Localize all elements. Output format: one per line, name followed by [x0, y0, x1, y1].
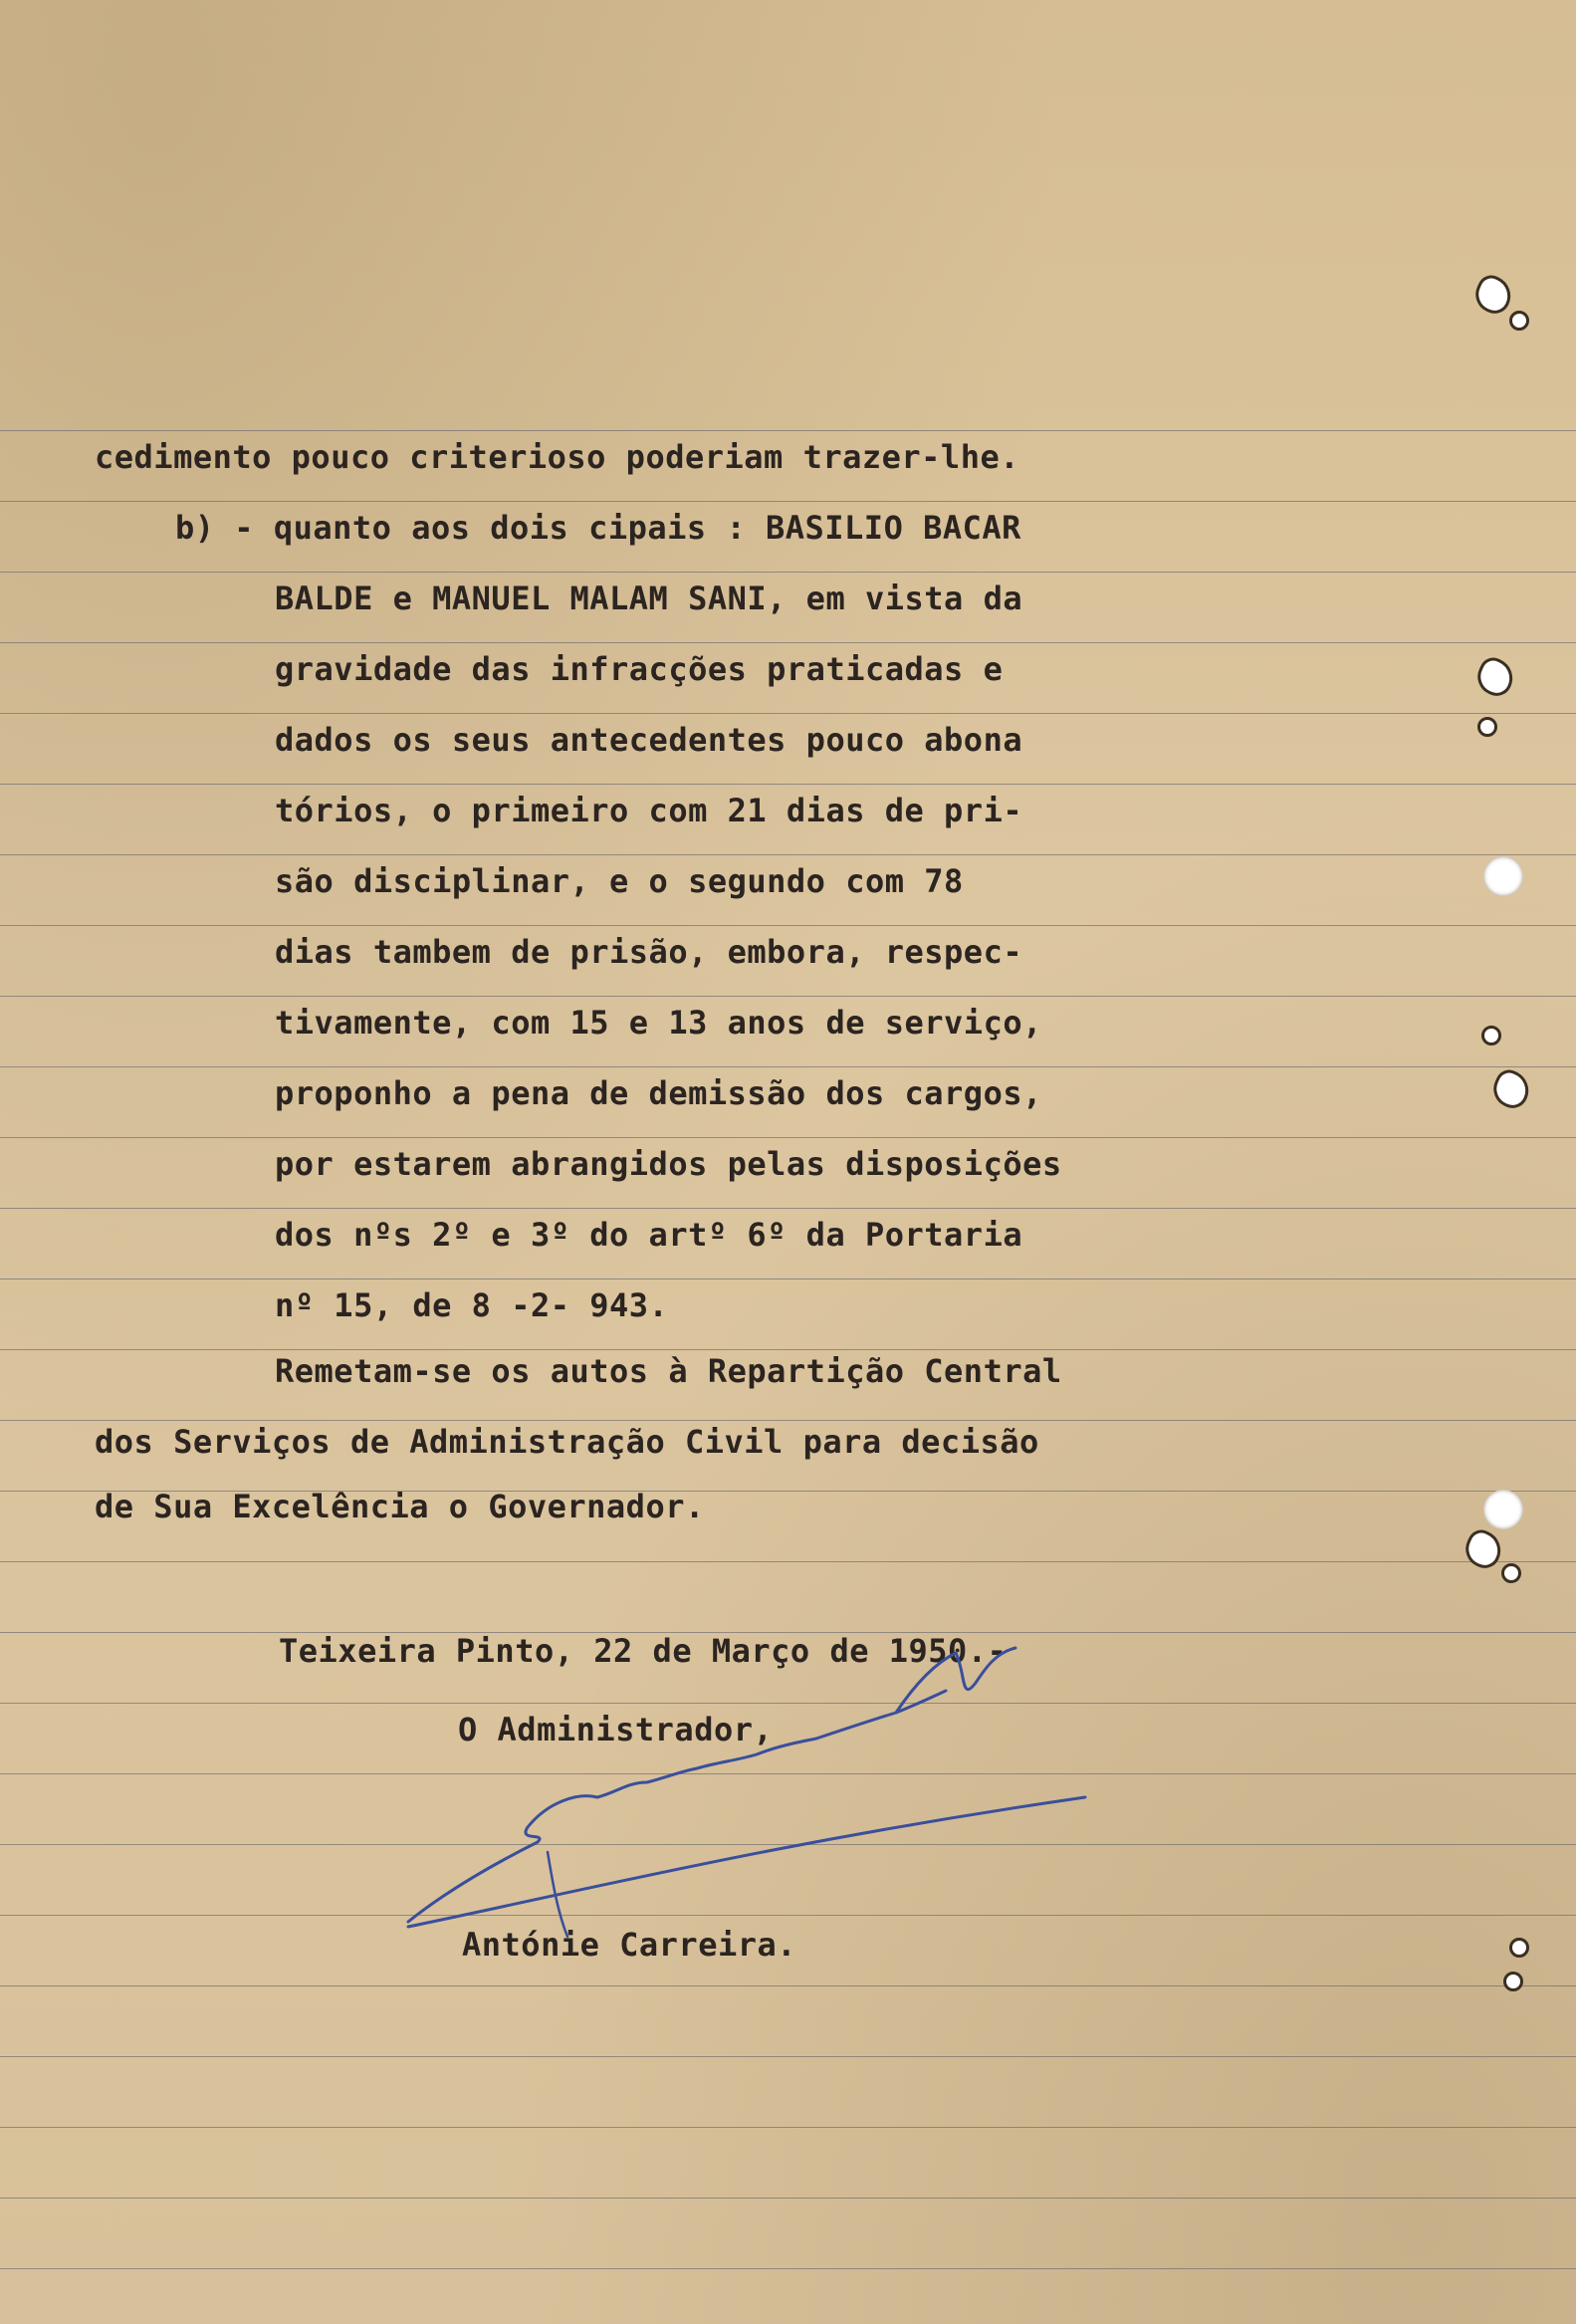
torn-hole — [1503, 1972, 1523, 1991]
text-line: são disciplinar, e o segundo com 78 — [275, 862, 964, 900]
ruled-line — [0, 1349, 1576, 1350]
ruled-line — [0, 2198, 1576, 2199]
text-line: dos nºs 2º e 3º do artº 6º da Portaria — [275, 1216, 1023, 1254]
text-line: dados os seus antecedentes pouco abona — [275, 721, 1023, 759]
signatory-name: Antónie Carreira. — [462, 1926, 797, 1964]
ruled-line — [0, 1561, 1576, 1562]
ruled-line — [0, 1420, 1576, 1421]
ruled-line — [0, 2268, 1576, 2269]
punch-hole — [1483, 856, 1523, 896]
ruled-line — [0, 1985, 1576, 1986]
text-line: gravidade das infracções praticadas e — [275, 650, 1004, 688]
torn-hole — [1477, 717, 1497, 737]
handwritten-signature — [378, 1643, 1095, 1942]
text-line: proponho a pena de demissão dos cargos, — [275, 1074, 1042, 1112]
torn-hole — [1471, 653, 1519, 701]
ruled-line — [0, 501, 1576, 502]
torn-hole — [1509, 1938, 1529, 1958]
torn-hole — [1469, 271, 1517, 319]
torn-hole — [1501, 1563, 1521, 1583]
text-line: BALDE e MANUEL MALAM SANI, em vista da — [275, 580, 1023, 617]
text-line: dos Serviços de Administração Civil para decisão — [95, 1423, 1039, 1461]
torn-hole — [1460, 1525, 1507, 1573]
text-line: tivamente, com 15 e 13 anos de serviço, — [275, 1004, 1042, 1042]
signer-role: O Administrador, — [458, 1711, 774, 1748]
torn-hole — [1481, 1026, 1501, 1046]
torn-hole — [1487, 1065, 1535, 1113]
ruled-line — [0, 1137, 1576, 1138]
ruled-line — [0, 925, 1576, 926]
ruled-line — [0, 2127, 1576, 2128]
text-line: cedimento pouco criterioso poderiam trazer-lhe. — [95, 438, 1019, 476]
text-line: nº 15, de 8 -2- 943. — [275, 1286, 669, 1324]
text-line: Remetam-se os autos à Repartição Central — [275, 1352, 1062, 1390]
text-line: tórios, o primeiro com 21 dias de pri- — [275, 792, 1023, 829]
ruled-line — [0, 572, 1576, 573]
text-line: dias tambem de prisão, embora, respec- — [275, 933, 1023, 971]
torn-hole — [1509, 311, 1529, 331]
ruled-line — [0, 430, 1576, 431]
ruled-line — [0, 996, 1576, 997]
ruled-line — [0, 1278, 1576, 1279]
ruled-line — [0, 642, 1576, 643]
text-line: b) - quanto aos dois cipais : BASILIO BACAR — [175, 509, 1021, 547]
place-date: Teixeira Pinto, 22 de Março de 1950.- — [279, 1632, 1008, 1670]
ruled-line — [0, 854, 1576, 855]
ruled-line — [0, 784, 1576, 785]
ruled-line — [0, 713, 1576, 714]
text-line: por estarem abrangidos pelas disposições — [275, 1145, 1062, 1183]
ruled-line — [0, 2056, 1576, 2057]
punch-hole — [1483, 1490, 1523, 1529]
ruled-line — [0, 1208, 1576, 1209]
ruled-line — [0, 1066, 1576, 1067]
text-line: de Sua Excelência o Governador. — [95, 1488, 705, 1525]
